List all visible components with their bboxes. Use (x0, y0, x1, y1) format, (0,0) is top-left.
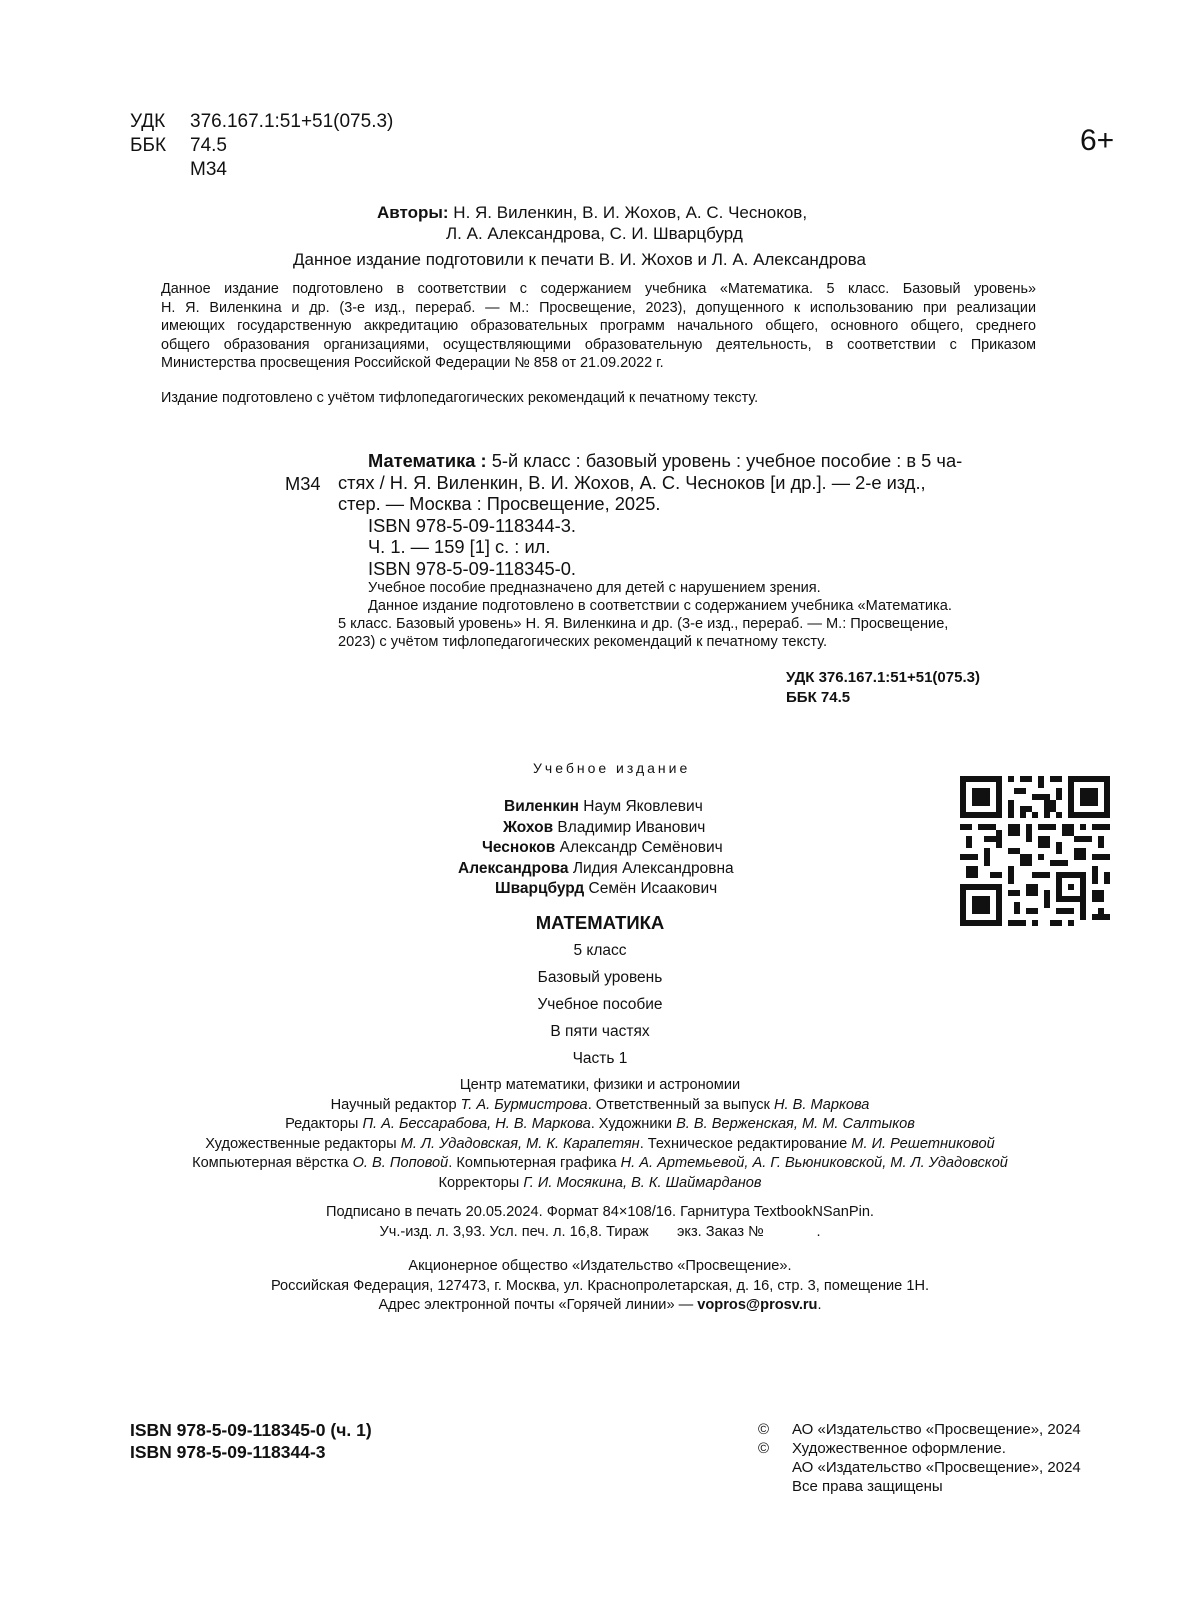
staff-person: М. И. Решетниковой (851, 1135, 995, 1152)
book-parts: В пяти частях (550, 1023, 650, 1040)
hotline-label: Адрес электронной почты «Горячей линии» — (378, 1297, 698, 1313)
staff-person: О. В. Поповой (352, 1155, 449, 1171)
person-name: Наум Яковлевич (579, 798, 703, 815)
person-surname: Виленкин (504, 798, 579, 815)
isbn-footer-1: ISBN 978-5-09-118345-0 (ч. 1) (130, 1420, 372, 1440)
catalog-note: Учебное пособие предназначено для детей с нарушением зрения. (368, 580, 821, 596)
hotline-dot: . (817, 1297, 822, 1313)
staff-line (100, 1135, 1100, 1155)
staff-role: . Компьютерная графика (448, 1155, 621, 1171)
age-rating: 6+ (1080, 124, 1115, 157)
staff-person: В. В. Верженская, М. М. Салтыков (676, 1116, 915, 1132)
publisher-block (100, 1257, 1100, 1316)
person-row (482, 838, 800, 859)
book-title: МАТЕМАТИКА (535, 912, 665, 933)
publisher-line-1: Акционерное общество «Издательство «Просвещение». (408, 1258, 792, 1274)
person-row (495, 879, 800, 900)
catalog-bbk: ББК 74.5 (786, 689, 851, 706)
catalog-isbn-1: ISBN 978-5-09-118344-3. (368, 514, 576, 536)
copyright-line-2: Художественное оформление. (792, 1440, 1006, 1457)
catalog-part: Ч. 1. — 159 [1] с. : ил. (368, 536, 551, 557)
compliance-line: Данное издание подготовлено в соответствии с содержанием учебника «Математика. 5 класс. Базовый уровень» (161, 281, 1036, 297)
catalog-isbn-2: ISBN 978-5-09-118345-0. (368, 557, 576, 579)
person-surname: Жохов (503, 818, 554, 836)
staff-role: Компьютерная вёрстка (192, 1155, 353, 1171)
copyright-line-4: Все права защищены (792, 1478, 943, 1495)
catalog-mark: М34 (285, 473, 321, 494)
catalog-line-1: 5-й класс : базовый уровень : учебное пособие : в 5 ча- (486, 450, 963, 471)
book-kind: Учебное пособие (537, 996, 663, 1013)
person-name: Семён Исаакович (584, 880, 718, 897)
publisher-line-3 (100, 1296, 1100, 1316)
staff-person: Н. В. Маркова (773, 1096, 870, 1113)
catalog-note: 5 класс. Базовый уровень» Н. Я. Виленкина и др. (3-е изд., перераб. — М.: Просвещение, (338, 616, 949, 632)
catalog-line-3: стер. — Москва : Просвещение, 2025. (338, 493, 661, 514)
bbk-value: 74.5 (190, 135, 227, 156)
catalog-note: 2023) с учётом тифлопедагогических рекомендаций к печатному тексту. (338, 634, 828, 650)
staff-role: Художественные редакторы (205, 1135, 401, 1152)
udk-value: 376.167.1:51+51(075.3) (190, 111, 394, 132)
person-row (503, 818, 800, 839)
print-info (100, 1203, 1100, 1242)
staff-role: Редакторы (285, 1116, 363, 1132)
compliance-line: Н. Я. Виленкина и др. (3-е изд., перераб. — М.: Просвещение, 2023), допущенного к использованию при реализации (161, 299, 1036, 316)
udk-label: УДК (130, 111, 166, 132)
compliance-line: Министерства просвещения Российской Федерации № 858 от 21.09.2022 г. (161, 355, 664, 371)
person-name: Александр Семёнович (555, 839, 723, 856)
qr-code (960, 776, 1110, 926)
edition-type: Учебное издание (533, 760, 691, 776)
authors-label: Авторы: (377, 203, 449, 222)
catalog-note: Данное издание подготовлено в соответствии с содержанием учебника «Математика. (368, 598, 952, 614)
book-part: Часть 1 (572, 1050, 628, 1067)
authors-names-2: Л. А. Александрова, С. И. Шварцбурд (446, 224, 743, 243)
catalog-title: Математика : (368, 450, 487, 471)
staff-center: Центр математики, физики и астрономии (459, 1077, 741, 1093)
prepared-by: Данное издание подготовили к печати В. И. Жохов и Л. А. Александрова (293, 250, 866, 269)
staff-line (100, 1115, 1100, 1135)
staff-person: М. Л. Удадовская, М. К. Карапетян (400, 1135, 640, 1152)
book-level: Базовый уровень (537, 969, 663, 986)
staff-person: Г. И. Мосякина, В. К. Шаймарданов (523, 1174, 762, 1191)
staff-role: . Техническое редактирование (639, 1135, 852, 1152)
compliance-line: имеющих государственную аккредитацию образовательных программ начального общего, основного общего, среднего (161, 318, 1036, 334)
catalog-udk: УДК 376.167.1:51+51(075.3) (786, 669, 980, 686)
staff-line (100, 1154, 1100, 1174)
staff-block (100, 1076, 1100, 1193)
person-surname: Шварцбурд (495, 880, 585, 897)
staff-role: Научный редактор (330, 1096, 461, 1113)
person-name: Лидия Александровна (568, 859, 734, 877)
staff-line (100, 1174, 1100, 1194)
people-list (400, 797, 800, 900)
book-grade: 5 класс (573, 942, 627, 959)
classification-block (130, 110, 430, 182)
copyright-block (758, 1421, 1098, 1501)
print-info-line-2: Уч.-изд. л. 3,93. Усл. печ. л. 16,8. Тираж экз. Заказ № . (379, 1223, 821, 1240)
copyright-line-3: АО «Издательство «Просвещение», 2024 (792, 1459, 1081, 1476)
staff-role: Корректоры (438, 1174, 524, 1191)
authors-names-1: Н. Я. Виленкин, В. И. Жохов, А. С. Чесноков, (453, 203, 808, 222)
staff-person: П. А. Бессарабова, Н. В. Маркова (362, 1116, 591, 1132)
isbn-footer-2: ISBN 978-5-09-118344-3 (130, 1442, 326, 1462)
catalog-line-2: стях / Н. Я. Виленкин, В. И. Жохов, А. С. Чесноков [и др.]. — 2-е изд., (338, 471, 926, 493)
author-mark: М34 (190, 159, 227, 180)
catalog-card (338, 450, 1048, 651)
compliance-paragraph (161, 280, 1036, 373)
copyright-symbol: © (758, 1440, 770, 1457)
staff-role: . Ответственный за выпуск (587, 1096, 774, 1113)
person-name: Владимир Иванович (553, 818, 706, 836)
compliance-line: общего образования организациями, осуществляющими образовательную деятельность, в соответствии с Приказом (161, 336, 1036, 353)
staff-line (100, 1096, 1100, 1116)
person-row (458, 859, 800, 880)
publisher-line-2: Российская Федерация, 127473, г. Москва, ул. Краснопролетарская, д. 16, стр. 3, помещение 1Н. (270, 1277, 930, 1294)
print-info-line-1: Подписано в печать 20.05.2024. Формат 84×108/16. Гарнитура TextbookNSanPin. (326, 1204, 874, 1220)
staff-person: Н. А. Артемьевой, А. Г. Вьюниковской, М. Л. Удадовской (620, 1155, 1008, 1171)
person-row (504, 797, 800, 818)
authors-line-1 (377, 202, 807, 223)
hotline-email: vopros@prosv.ru (697, 1297, 818, 1313)
staff-person: Т. А. Бурмистрова (460, 1096, 588, 1113)
person-surname: Чесноков (482, 839, 556, 856)
copyright-line-1: АО «Издательство «Просвещение», 2024 (792, 1421, 1081, 1438)
person-surname: Александрова (458, 859, 569, 877)
copyright-symbol: © (758, 1421, 770, 1438)
tiflo-note: Издание подготовлено с учётом тифлопедагогических рекомендаций к печатному тексту. (161, 390, 759, 406)
staff-role: . Художники (590, 1116, 677, 1132)
bbk-label: ББК (130, 135, 167, 156)
